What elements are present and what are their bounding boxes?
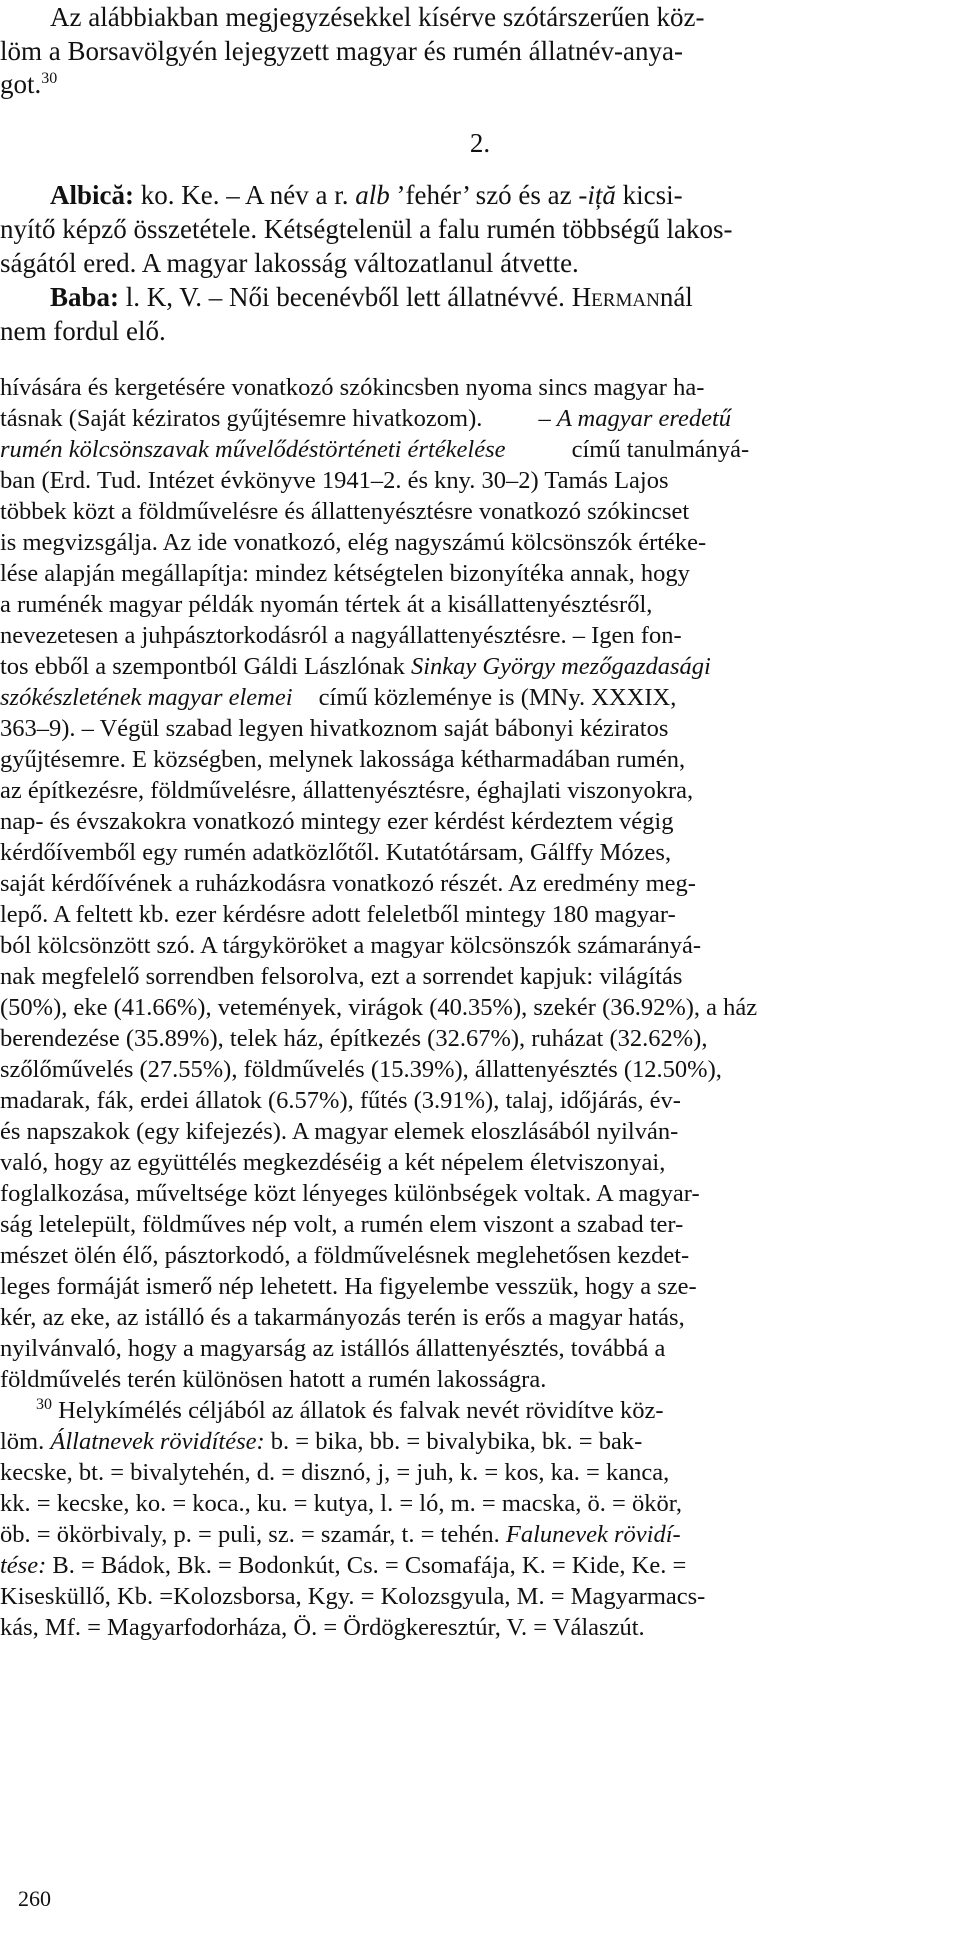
- text-line: [50, 280, 960, 314]
- fn-text: ság letelepült, földműves nép volt, a rumén elem viszont a szabad ter-: [0, 1211, 684, 1238]
- fn-line: [0, 1116, 960, 1147]
- fn-line: [0, 527, 960, 558]
- fn-text: öb. = ökörbivaly, p. = puli, sz. = szamár, t. = tehén.: [0, 1521, 500, 1548]
- fn-text: ban (Erd. Tud. Intézet évkönyve 1941–2. és kny. 30–2) Tamás Lajos: [0, 467, 669, 494]
- fn-line: [0, 434, 960, 465]
- fn-line: [0, 558, 960, 589]
- fn-text: nyilvánvaló, hogy a magyarság az istállós állattenyésztés, továbbá a: [0, 1335, 666, 1362]
- fn-text: Helykímélés céljából az állatok és falvak nevét rövidítve köz-: [58, 1397, 664, 1424]
- fn-text: a ruménék magyar példák nyomán tértek át a kisállattenyésztésről,: [0, 591, 653, 618]
- fn-line: [0, 1550, 960, 1581]
- fn-line: [0, 651, 960, 682]
- fn-title: Sinkay György mezőgazdasági: [410, 653, 711, 680]
- fn-text: lepő. A feltett kb. ezer kérdésre adott feleletből mintegy 180 magyar-: [0, 901, 676, 928]
- intro-line-1: Az alábbiakban megjegyzésekkel kísérve szótárszerűen köz-: [50, 2, 705, 32]
- fn-line: [0, 837, 960, 868]
- fn-text: való, hogy az együttélés megkezdéséig a két népelem életviszonyai,: [0, 1149, 666, 1176]
- text-line: [50, 178, 930, 212]
- fn-title: szókészletének magyar elemei: [0, 684, 293, 711]
- fn-text: is megvizsgálja. Az ide vonatkozó, elég nagyszámú kölcsönszók értéke-: [0, 529, 707, 556]
- fn-text: Kisesküllő, Kb. =Kolozsborsa, Kgy. = Kolozsgyula, M. = Magyarmacs-: [0, 1583, 706, 1610]
- fn-line: [0, 1271, 960, 1302]
- entry-text: ’fehér’ szó és az: [396, 180, 572, 210]
- fn-title: A magyar eredetű: [556, 405, 732, 432]
- text-line: [0, 212, 960, 246]
- fn-text: B. = Bádok, Bk. = Bodonkút, Cs. = Csomafája, K. = Kide, Ke. =: [52, 1552, 687, 1579]
- fn-line: [0, 1612, 960, 1643]
- fn-text: mészet ölén élő, pásztorkodó, a földművelésnek meglehetősen kezdet-: [0, 1242, 690, 1269]
- fn-line: [0, 1240, 960, 1271]
- fn-text: hívására és kergetésére vonatkozó szókincsben nyoma sincs magyar ha-: [0, 374, 705, 401]
- intro-line-2: löm a Borsavölgyén lejegyzett magyar és rumén állatnév-anya-: [0, 36, 683, 66]
- fn-text: gyűjtésemre. E községben, melynek lakossága kétharmadában rumén,: [0, 746, 686, 773]
- fn-line: [0, 806, 960, 837]
- fn-line: [0, 899, 960, 930]
- fn-text: madarak, fák, erdei állatok (6.57%), fűtés (3.91%), talaj, időjárás, év-: [0, 1087, 681, 1114]
- fn-line: [0, 713, 960, 744]
- fn-line: [0, 930, 960, 961]
- footnote-marker: 30: [36, 1395, 52, 1413]
- fn-line: [0, 465, 960, 496]
- entry-text: nem fordul elő.: [0, 316, 166, 346]
- fn-line: [0, 620, 960, 651]
- entry-head: Albică:: [50, 180, 134, 210]
- fn-text: 363–9). – Végül szabad legyen hivatkoznom saját bábonyi kéziratos: [0, 715, 669, 742]
- fn-line: [0, 992, 960, 1023]
- section-number-text: 2.: [469, 128, 491, 158]
- fn-text: ból kölcsönzött szó. A tárgyköröket a magyar kölcsönszók számarányá-: [0, 932, 702, 959]
- footnote-ref: 30: [41, 70, 58, 87]
- fn-line: [0, 868, 960, 899]
- fn-text: löm.: [0, 1428, 45, 1455]
- fn-text: nak megfelelő sorrendben felsorolva, ezt a sorrendet kapjuk: világítás: [0, 963, 683, 990]
- fn-text: az építkezésre, földművelésre, állattenyésztésre, éghajlati viszonyokra,: [0, 777, 694, 804]
- fn-text: kér, az eke, az istálló és a takarmányozás terén is erős a magyar hatás,: [0, 1304, 685, 1331]
- fn-line: [0, 1581, 960, 1612]
- fn-text: földművelés terén különösen hatott a rumén lakosságra.: [0, 1366, 547, 1393]
- fn-text: leges formáját ismerő nép lehetett. Ha figyelembe vesszük, hogy a sze-: [0, 1273, 697, 1300]
- fn-line: [0, 1085, 960, 1116]
- fn-line: [0, 744, 960, 775]
- fn-line: [0, 1054, 960, 1085]
- section-number: [0, 128, 960, 159]
- fn-text: tásnak (Saját kéziratos gyűjtésemre hivatkozom).: [0, 405, 483, 432]
- fn-line: [0, 961, 960, 992]
- fn-title: rumén kölcsönszavak művelődéstörténeti értékelése: [0, 436, 506, 463]
- fn-text: többek közt a földművelésre és állattenyésztésre vonatkozó szókincset: [0, 498, 690, 525]
- fn-line: [0, 1488, 960, 1519]
- fn-text: berendezése (35.89%), telek ház, építkezés (32.67%), ruházat (32.62%),: [0, 1025, 708, 1052]
- entry-text: ko. Ke. – A név a r.: [140, 180, 349, 210]
- fn-text: b. = bika, bb. = bivalybika, bk. = bak-: [270, 1428, 643, 1455]
- fn-line: [0, 372, 960, 403]
- fn-text: tos ebből a szempontból Gáldi Lászlónak: [0, 653, 405, 680]
- fn-line: [0, 1302, 960, 1333]
- fn-text: című tanulmányá-: [571, 436, 750, 463]
- fn-line: [0, 1333, 960, 1364]
- fn-line: [0, 1426, 960, 1457]
- fn-line: [0, 403, 960, 434]
- fn-line: [0, 1457, 960, 1488]
- author-name: Herman: [571, 282, 660, 312]
- fn-line: [0, 682, 960, 713]
- dash: –: [538, 405, 551, 432]
- fn-text: foglalkozása, műveltsége közt lényeges különbségek voltak. A magyar-: [0, 1180, 700, 1207]
- text-line: [0, 246, 960, 280]
- fn-title: tése:: [0, 1552, 47, 1579]
- fn-line: [0, 1023, 960, 1054]
- fn-line: [0, 589, 960, 620]
- text-line: [0, 67, 960, 101]
- entry-text: nyítő képző összetétele. Kétségtelenül a falu rumén többségű lakos-: [0, 214, 733, 244]
- text-line: [0, 314, 960, 348]
- entry-text: l. K, V. – Női becenévből lett állatnévvé.: [125, 282, 565, 312]
- fn-text: kecske, bt. = bivalytehén, d. = disznó, j, = juh, k. = kos, ka. = kanca,: [0, 1459, 670, 1486]
- fn-text: nap- és évszakokra vonatkozó mintegy ezer kérdést kérdeztem végig: [0, 808, 674, 835]
- fn-text: kérdőívemből egy rumén adatközlőtől. Kutatótársam, Gálffy Mózes,: [0, 839, 672, 866]
- fn-text: saját kérdőívének a ruházkodásra vonatkozó részét. Az eredmény meg-: [0, 870, 696, 897]
- fn-text: kk. = kecske, ko. = koca., ku. = kutya, l. = ló, m. = macska, ö. = ökör,: [0, 1490, 683, 1517]
- fn-line: [0, 496, 960, 527]
- fn-line: [0, 1209, 960, 1240]
- entry-head: Baba:: [50, 282, 120, 312]
- fn-line: [0, 1364, 960, 1395]
- fn-text: és napszakok (egy kifejezés). A magyar elemek eloszlásából nyilván-: [0, 1118, 679, 1145]
- fn-text: kás, Mf. = Magyarfodorháza, Ö. = Ördögkeresztúr, V. = Válaszút.: [0, 1614, 645, 1641]
- entry-suffix: -iță: [578, 180, 616, 210]
- fn-text: nevezetesen a juhpásztorkodásról a nagyállattenyésztésre. – Igen fon-: [0, 622, 682, 649]
- fn-text: szőlőművelés (27.55%), földművelés (15.39%), állattenyésztés (12.50%),: [0, 1056, 722, 1083]
- intro-line-3: got.: [0, 69, 42, 99]
- entry-text: kicsi-: [622, 180, 683, 210]
- fn-line: [0, 1178, 960, 1209]
- entry-word: alb: [355, 180, 390, 210]
- fn-line: [0, 775, 960, 806]
- fn-title: Állatnevek rövidítése:: [50, 1428, 265, 1455]
- fn-line: [36, 1395, 960, 1426]
- fn-text: lése alapján megállapítja: mindez kétségtelen bizonyítéka annak, hogy: [0, 560, 690, 587]
- fn-line: [0, 1147, 960, 1178]
- text-line: [0, 34, 960, 68]
- text-line: [50, 0, 930, 34]
- entry-text: nál: [659, 282, 693, 312]
- fn-title: Falunevek rövidí-: [505, 1521, 681, 1548]
- entry-text: ságától ered. A magyar lakosság változatlanul átvette.: [0, 248, 579, 278]
- fn-text: című közleménye is (MNy. XXXIX,: [318, 684, 677, 711]
- fn-line: [0, 1519, 960, 1550]
- page-number: 260: [18, 1886, 51, 1911]
- fn-text: (50%), eke (41.66%), vetemények, virágok (40.35%), szekér (36.92%), a ház: [0, 994, 758, 1021]
